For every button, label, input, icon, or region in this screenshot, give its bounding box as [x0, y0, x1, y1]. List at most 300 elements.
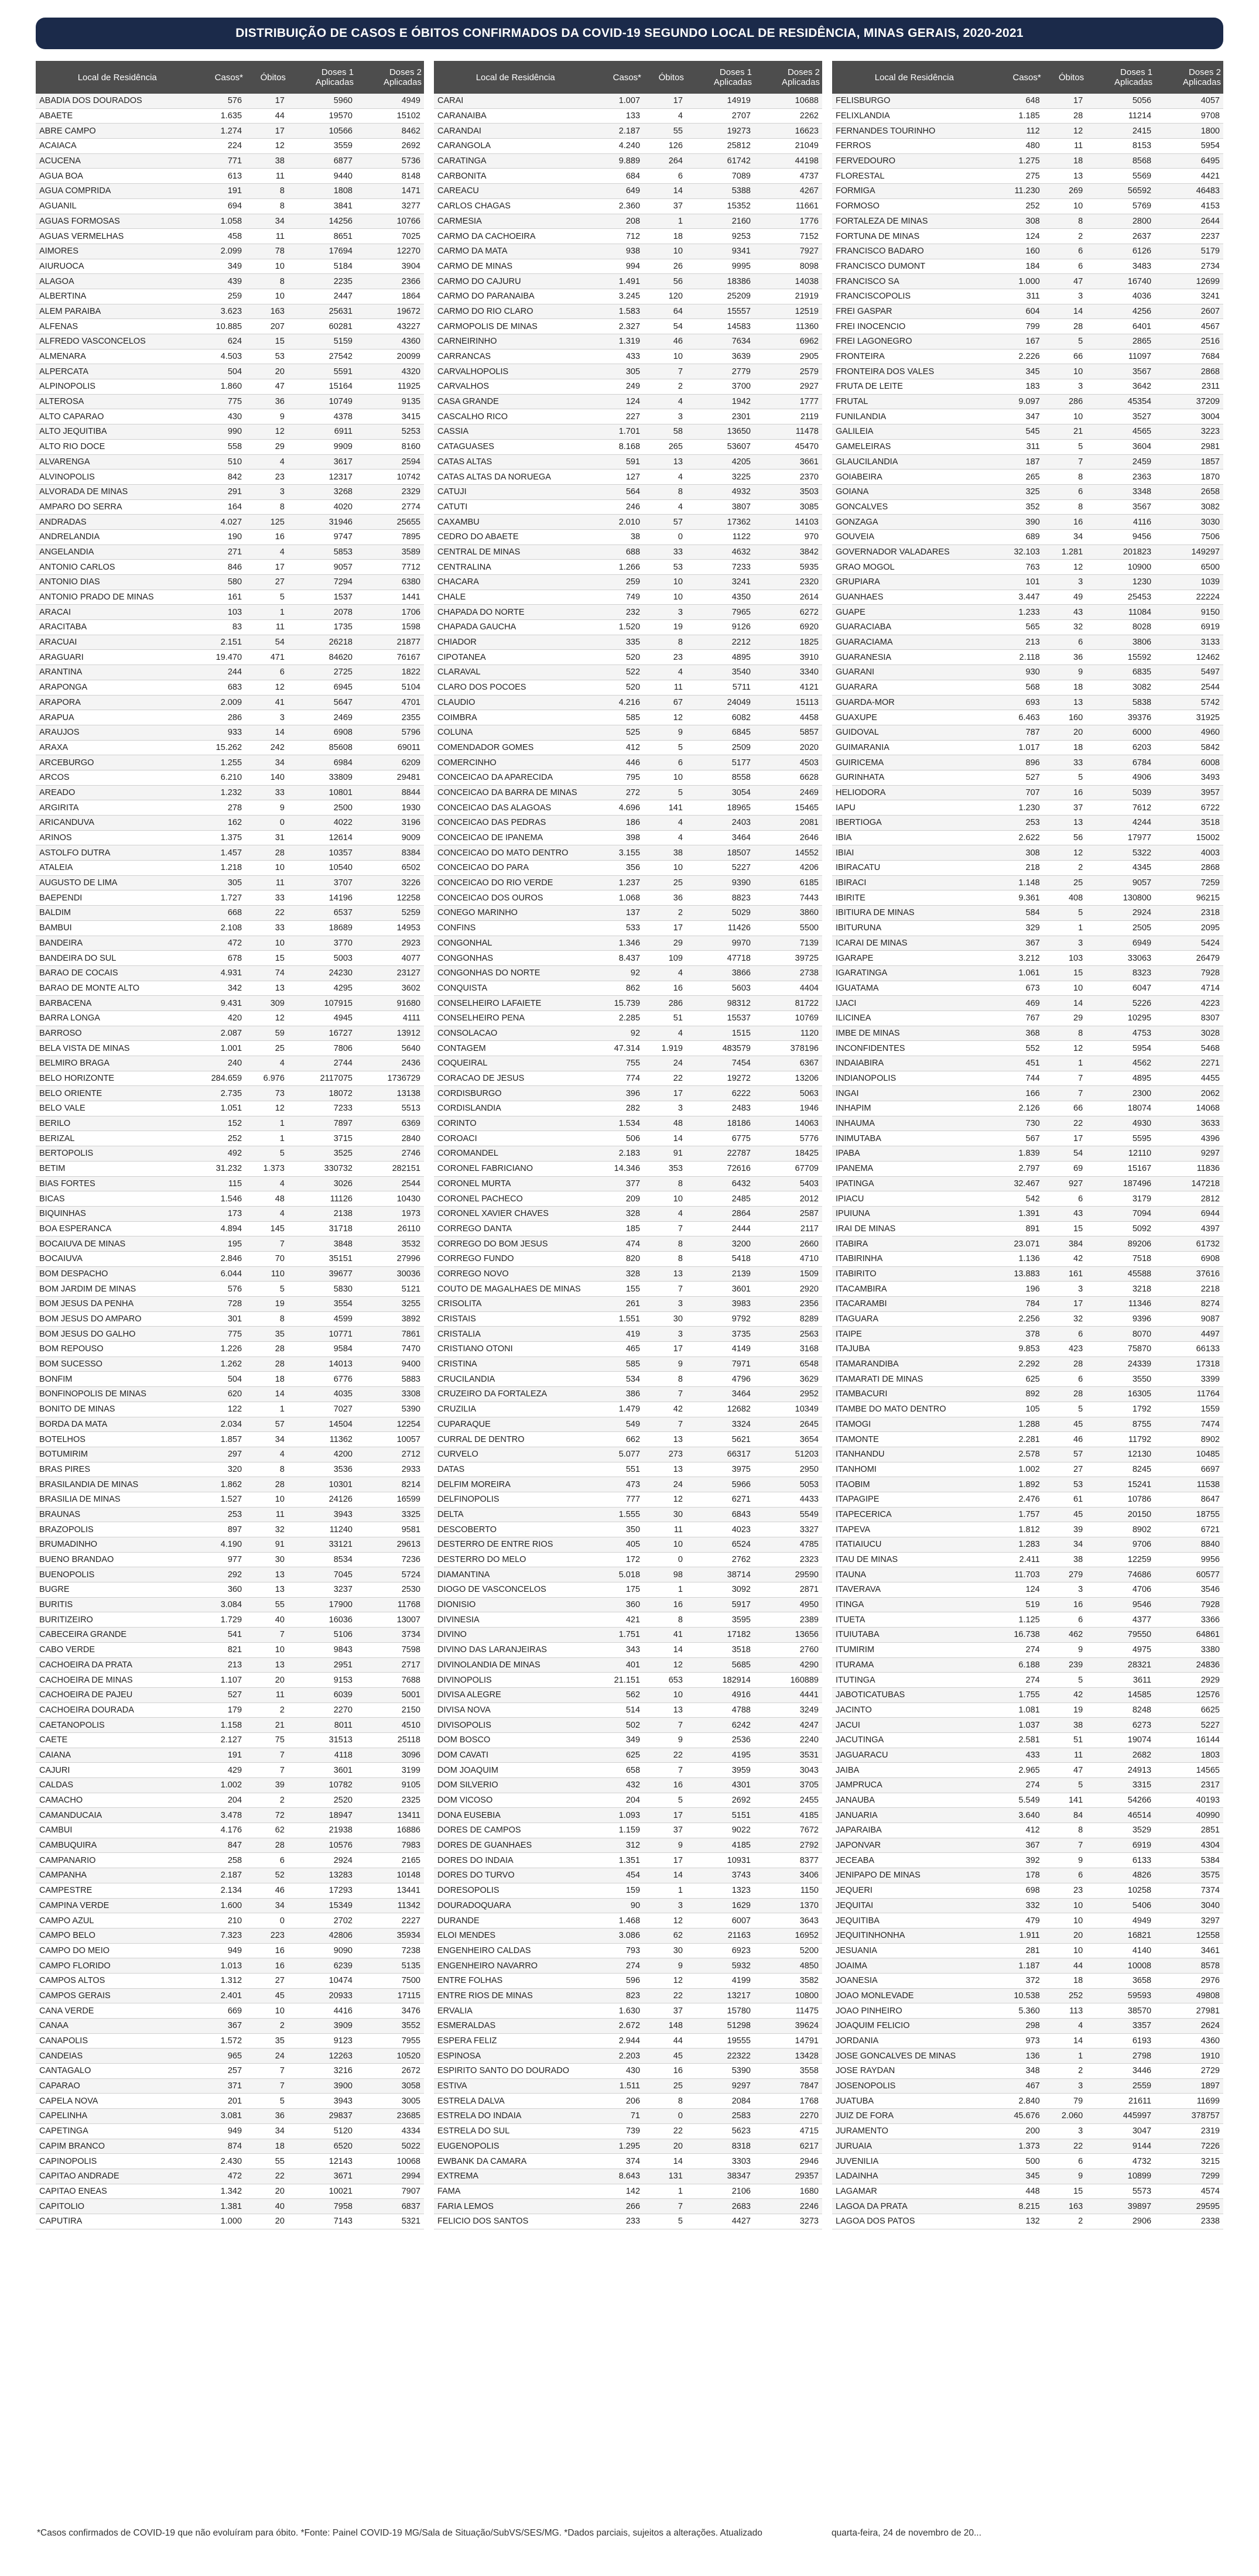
cell-second-doses: 2905	[754, 349, 822, 364]
table-row	[434, 830, 822, 845]
cell-second-doses: 5640	[356, 1041, 424, 1056]
cell-deaths: 6	[1044, 1191, 1086, 1207]
cell-cases: 133	[597, 108, 644, 124]
cell-first-doses: 3715	[288, 1131, 356, 1146]
cell-cases: 2.187	[597, 124, 644, 139]
cell-cases: 678	[199, 951, 245, 966]
cell-cases: 227	[597, 409, 644, 424]
cell-second-doses: 147218	[1155, 1176, 1223, 1191]
cell-municipality: CARNEIRINHO	[434, 334, 597, 350]
cell-municipality: ANTONIO CARLOS	[36, 560, 199, 575]
cell-cases: 1.479	[597, 1402, 644, 1417]
cell-first-doses: 3601	[288, 1763, 356, 1778]
cell-deaths: 9	[644, 1356, 686, 1372]
cell-second-doses: 3518	[1155, 816, 1223, 831]
cell-first-doses: 31718	[288, 1221, 356, 1236]
cell-cases: 8.437	[597, 951, 644, 966]
cell-second-doses: 14552	[754, 845, 822, 861]
cell-first-doses: 18965	[686, 800, 754, 816]
cell-first-doses: 10008	[1086, 1958, 1155, 1974]
table-row	[434, 770, 822, 785]
cell-deaths: 12	[644, 1973, 686, 1988]
cell-cases: 1.839	[997, 1146, 1044, 1162]
cell-first-doses: 3900	[288, 2078, 356, 2094]
table-row	[832, 304, 1223, 319]
cell-second-doses: 12254	[356, 1417, 424, 1432]
cell-municipality: IJACI	[832, 996, 997, 1011]
column-header-cases: Casos*	[997, 61, 1044, 94]
cell-first-doses: 4149	[686, 1342, 754, 1357]
cell-second-doses: 31925	[1155, 710, 1223, 725]
cell-cases: 5.360	[997, 2003, 1044, 2019]
cell-cases: 4.503	[199, 349, 245, 364]
cell-deaths: 12	[1044, 845, 1086, 861]
cell-deaths: 6	[644, 755, 686, 770]
cell-deaths: 353	[644, 1161, 686, 1176]
cell-deaths: 3	[644, 1297, 686, 1312]
cell-deaths: 7	[245, 2064, 288, 2079]
cell-second-doses: 13656	[754, 1628, 822, 1643]
table-row	[36, 1161, 424, 1176]
cell-deaths: 46	[245, 1883, 288, 1898]
table-row	[434, 605, 822, 620]
cell-deaths: 25	[644, 2078, 686, 2094]
cell-deaths: 13	[644, 454, 686, 470]
cell-second-doses: 2587	[754, 1206, 822, 1221]
cell-first-doses: 3700	[686, 379, 754, 395]
cell-first-doses: 2864	[686, 1206, 754, 1221]
cell-second-doses: 11925	[356, 379, 424, 395]
cell-first-doses: 3324	[686, 1417, 754, 1432]
cell-cases: 8.215	[997, 2199, 1044, 2214]
cell-second-doses: 29595	[1155, 2199, 1223, 2214]
cell-cases: 552	[997, 1041, 1044, 1056]
table-row	[832, 1101, 1223, 1116]
cell-deaths: 309	[245, 996, 288, 1011]
cell-cases: 1.583	[597, 304, 644, 319]
cell-first-doses: 18507	[686, 845, 754, 861]
cell-cases: 275	[997, 169, 1044, 184]
cell-municipality: CARMO DA CACHOEIRA	[434, 229, 597, 244]
cell-second-doses: 8384	[356, 845, 424, 861]
cell-first-doses: 17900	[288, 1597, 356, 1612]
cell-municipality: BONFIM	[36, 1372, 199, 1387]
cell-municipality: BUENOPOLIS	[36, 1567, 199, 1582]
cell-second-doses: 5497	[1155, 665, 1223, 680]
cell-municipality: CRUZEIRO DA FORTALEZA	[434, 1387, 597, 1402]
cell-municipality: CIPOTANEA	[434, 650, 597, 665]
cell-cases: 166	[997, 1086, 1044, 1101]
cell-second-doses: 5468	[1155, 1041, 1223, 1056]
cell-second-doses: 2923	[356, 936, 424, 951]
cell-first-doses: 4706	[1086, 1582, 1155, 1598]
table-row	[36, 2154, 424, 2169]
cell-cases: 551	[597, 1462, 644, 1477]
cell-second-doses: 4247	[754, 1718, 822, 1733]
cell-first-doses: 8028	[1086, 620, 1155, 635]
table-row	[36, 214, 424, 229]
cell-deaths: 35	[245, 2033, 288, 2049]
cell-cases: 1.158	[199, 1718, 245, 1733]
cell-second-doses: 4320	[356, 364, 424, 379]
cell-deaths: 265	[644, 439, 686, 454]
cell-deaths: 17	[644, 1853, 686, 1868]
cell-municipality: CAXAMBU	[434, 515, 597, 530]
cell-second-doses: 3654	[754, 1432, 822, 1447]
cell-first-doses: 1735	[288, 620, 356, 635]
cell-first-doses: 2536	[686, 1732, 754, 1748]
cell-municipality: ITUETA	[832, 1612, 997, 1628]
table-row	[434, 740, 822, 755]
cell-municipality: ESTRELA DO INDAIA	[434, 2109, 597, 2124]
table-row	[434, 169, 822, 184]
cell-municipality: IGARATINGA	[832, 965, 997, 981]
cell-municipality: CASSIA	[434, 424, 597, 440]
table-row	[434, 1853, 822, 1868]
cell-first-doses: 5226	[1086, 996, 1155, 1011]
cell-second-doses: 2712	[356, 1447, 424, 1462]
cell-deaths: 26	[644, 259, 686, 274]
table-row	[36, 169, 424, 184]
cell-second-doses: 25655	[356, 515, 424, 530]
cell-first-doses: 7233	[288, 1101, 356, 1116]
cell-municipality: FAMA	[434, 2184, 597, 2199]
table-row	[434, 2123, 822, 2139]
cell-first-doses: 14585	[1086, 1687, 1155, 1703]
cell-deaths: 14	[1044, 2033, 1086, 2049]
cell-deaths: 653	[644, 1673, 686, 1688]
cell-deaths: 6	[1044, 2154, 1086, 2169]
cell-cases: 224	[199, 139, 245, 154]
cell-cases: 658	[597, 1763, 644, 1778]
cell-deaths: 25	[1044, 875, 1086, 890]
cell-municipality: ESTRELA DALVA	[434, 2094, 597, 2109]
cell-first-doses: 3943	[288, 2094, 356, 2109]
cell-second-doses: 4701	[356, 695, 424, 710]
cell-municipality: CAMANDUCAIA	[36, 1808, 199, 1823]
cell-cases: 297	[199, 1447, 245, 1462]
cell-second-doses: 35934	[356, 1928, 424, 1943]
cell-deaths: 120	[644, 289, 686, 304]
cell-second-doses: 2658	[1155, 484, 1223, 499]
table-row	[434, 981, 822, 996]
cell-deaths: 22	[245, 2169, 288, 2184]
cell-second-doses: 12699	[1155, 274, 1223, 289]
cell-first-doses: 4599	[288, 1311, 356, 1327]
cell-municipality: CONCEICAO DAS ALAGOAS	[434, 800, 597, 816]
cell-municipality: CACHOEIRA DE MINAS	[36, 1673, 199, 1688]
cell-deaths: 10	[1044, 409, 1086, 424]
table-row	[832, 1402, 1223, 1417]
cell-second-doses: 69011	[356, 740, 424, 755]
cell-municipality: AUGUSTO DE LIMA	[36, 875, 199, 890]
cell-first-doses: 11362	[288, 1432, 356, 1447]
cell-first-doses: 2924	[1086, 906, 1155, 921]
cell-first-doses: 75870	[1086, 1342, 1155, 1357]
cell-deaths: 0	[245, 1913, 288, 1928]
cell-deaths: 4	[245, 1206, 288, 1221]
column-header-municipality: Local de Residência	[36, 61, 199, 94]
cell-municipality: INCONFIDENTES	[832, 1041, 997, 1056]
table-row	[434, 1026, 822, 1041]
cell-municipality: ITANHANDU	[832, 1447, 997, 1462]
table-row	[36, 1628, 424, 1643]
table-row	[434, 1297, 822, 1312]
cell-second-doses: 2717	[356, 1657, 424, 1673]
cell-first-doses: 3525	[288, 1146, 356, 1162]
cell-deaths: 29	[245, 439, 288, 454]
cell-second-doses: 5724	[356, 1567, 424, 1582]
table-row	[434, 1838, 822, 1853]
cell-cases: 2.965	[997, 1763, 1044, 1778]
cell-second-doses: 17115	[356, 1988, 424, 2003]
cell-cases: 2.183	[597, 1146, 644, 1162]
cell-second-doses: 2356	[754, 1297, 822, 1312]
table-row	[36, 1297, 424, 1312]
cell-municipality: FRONTEIRA DOS VALES	[832, 364, 997, 379]
table-row	[36, 184, 424, 199]
cell-cases: 1.255	[199, 755, 245, 770]
cell-second-doses: 5384	[1155, 1853, 1223, 1868]
cell-first-doses: 3601	[686, 1282, 754, 1297]
update-date: quarta-feira, 24 de novembro de 20...	[832, 2528, 981, 2538]
cell-first-doses: 60281	[288, 319, 356, 334]
cell-second-doses: 3030	[1155, 515, 1223, 530]
cell-first-doses: 5106	[288, 1628, 356, 1643]
cell-municipality: GOIABEIRA	[832, 470, 997, 485]
cell-second-doses: 2868	[1155, 861, 1223, 876]
cell-second-doses: 6185	[754, 875, 822, 890]
table-row	[434, 289, 822, 304]
cell-deaths: 6	[1044, 484, 1086, 499]
cell-deaths: 13	[245, 1567, 288, 1582]
cell-first-doses: 14583	[686, 319, 754, 334]
cell-deaths: 12	[644, 710, 686, 725]
cell-cases: 244	[199, 665, 245, 680]
cell-municipality: DOM SILVERIO	[434, 1778, 597, 1793]
table-row	[434, 319, 822, 334]
cell-cases: 213	[199, 1657, 245, 1673]
cell-deaths: 0	[644, 1552, 686, 1567]
cell-municipality: IBIRACATU	[832, 861, 997, 876]
table-row	[36, 1552, 424, 1567]
cell-cases: 1.511	[597, 2078, 644, 2094]
table-row	[434, 1808, 822, 1823]
cell-cases: 371	[199, 2078, 245, 2094]
cell-cases: 8.643	[597, 2169, 644, 2184]
cell-deaths: 8	[1044, 1823, 1086, 1838]
cell-municipality: INHAPIM	[832, 1101, 997, 1116]
cell-cases: 258	[199, 1853, 245, 1868]
cell-deaths: 10	[245, 861, 288, 876]
table-row	[36, 454, 424, 470]
cell-first-doses: 5039	[1086, 785, 1155, 800]
cell-municipality: DONA EUSEBIA	[434, 1808, 597, 1823]
cell-second-doses: 3503	[754, 484, 822, 499]
cell-first-doses: 3348	[1086, 484, 1155, 499]
table-row	[36, 981, 424, 996]
table-row	[36, 2199, 424, 2214]
table-row	[434, 1342, 822, 1357]
cell-municipality: CAMACHO	[36, 1793, 199, 1808]
cell-second-doses: 378757	[1155, 2109, 1223, 2124]
cell-cases: 132	[997, 2214, 1044, 2229]
cell-cases: 469	[997, 996, 1044, 1011]
cell-municipality: CAJURI	[36, 1763, 199, 1778]
cell-cases: 2.735	[199, 1086, 245, 1101]
cell-first-doses: 6273	[1086, 1718, 1155, 1733]
cell-first-doses: 5056	[1086, 94, 1155, 108]
cell-municipality: ARINOS	[36, 830, 199, 845]
cell-deaths: 8	[644, 1236, 686, 1252]
table-row	[36, 890, 424, 906]
cell-deaths: 3	[644, 1898, 686, 1913]
cell-municipality: GOUVEIA	[832, 529, 997, 544]
cell-deaths: 462	[1044, 1628, 1086, 1643]
cell-deaths: 14	[644, 1131, 686, 1146]
cell-municipality: BURITIZEIRO	[36, 1612, 199, 1628]
cell-first-doses: 4932	[686, 484, 754, 499]
cell-second-doses: 6367	[754, 1056, 822, 1071]
cell-first-doses: 2403	[686, 816, 754, 831]
table-row	[36, 409, 424, 424]
cell-first-doses: 10540	[288, 861, 356, 876]
table-row	[832, 1567, 1223, 1582]
cell-second-doses: 3602	[356, 981, 424, 996]
table-row	[832, 1898, 1223, 1913]
table-row	[36, 2049, 424, 2064]
cell-municipality: CARAI	[434, 94, 597, 108]
cell-first-doses: 4035	[288, 1387, 356, 1402]
cell-municipality: DESTERRO DO MELO	[434, 1552, 597, 1567]
cell-deaths: 3	[245, 710, 288, 725]
cell-municipality: CARATINGA	[434, 153, 597, 169]
cell-municipality: JURUAIA	[832, 2139, 997, 2154]
table-row	[832, 1537, 1223, 1553]
cell-cases: 473	[597, 1477, 644, 1492]
cell-municipality: IPUIUNA	[832, 1206, 997, 1221]
cell-second-doses: 8289	[754, 1311, 822, 1327]
cell-deaths: 9	[245, 800, 288, 816]
cell-cases: 412	[597, 740, 644, 755]
cell-municipality: ITAMBACURI	[832, 1387, 997, 1402]
cell-second-doses: 3575	[1155, 1868, 1223, 1883]
cell-municipality: CATUJI	[434, 484, 597, 499]
cell-cases: 190	[199, 529, 245, 544]
cell-first-doses: 3943	[288, 1507, 356, 1522]
cell-cases: 83	[199, 620, 245, 635]
cell-deaths: 7	[245, 1236, 288, 1252]
table-row	[832, 2184, 1223, 2199]
cell-deaths: 131	[644, 2169, 686, 2184]
cell-municipality: ITABIRA	[832, 1236, 997, 1252]
cell-municipality: ENTRE FOLHAS	[434, 1973, 597, 1988]
cell-cases: 2.581	[997, 1732, 1044, 1748]
cell-deaths: 33	[245, 920, 288, 936]
cell-first-doses: 4916	[686, 1687, 754, 1703]
table-row	[832, 1266, 1223, 1282]
cell-municipality: CHACARA	[434, 575, 597, 590]
cell-municipality: DIVISA NOVA	[434, 1703, 597, 1718]
cell-cases: 92	[597, 1026, 644, 1041]
cell-deaths: 10	[644, 1191, 686, 1207]
cell-second-doses: 2933	[356, 1462, 424, 1477]
cell-second-doses: 3199	[356, 1763, 424, 1778]
cell-municipality: CORREGO DANTA	[434, 1221, 597, 1236]
cell-cases: 1.892	[997, 1477, 1044, 1492]
cell-second-doses: 3085	[754, 499, 822, 515]
table-row	[434, 1582, 822, 1598]
cell-cases: 2.944	[597, 2033, 644, 2049]
cell-second-doses: 1800	[1155, 124, 1223, 139]
cell-second-doses: 1870	[1155, 470, 1223, 485]
table-row	[832, 1552, 1223, 1567]
cell-first-doses: 9297	[686, 2078, 754, 2094]
cell-deaths: 28	[245, 845, 288, 861]
cell-municipality: ALVARENGA	[36, 454, 199, 470]
cell-second-doses: 4503	[754, 755, 822, 770]
table-row	[434, 1311, 822, 1327]
cell-municipality: CUPARAQUE	[434, 1417, 597, 1432]
cell-first-doses: 14504	[288, 1417, 356, 1432]
table-row	[434, 1462, 822, 1477]
cell-municipality: BORDA DA MATA	[36, 1417, 199, 1432]
table-row	[36, 349, 424, 364]
cell-deaths: 42	[1044, 1251, 1086, 1266]
cell-first-doses: 25209	[686, 289, 754, 304]
cell-deaths: 3	[1044, 2078, 1086, 2094]
cell-first-doses: 2865	[1086, 334, 1155, 350]
cell-second-doses: 60577	[1155, 1567, 1223, 1582]
cell-first-doses: 9440	[288, 169, 356, 184]
cell-deaths: 11	[245, 169, 288, 184]
cell-first-doses: 5177	[686, 755, 754, 770]
cell-cases: 2.034	[199, 1417, 245, 1432]
cell-cases: 712	[597, 229, 644, 244]
cell-municipality: ITAMARATI DE MINAS	[832, 1372, 997, 1387]
cell-first-doses: 59593	[1086, 1988, 1155, 2003]
cell-second-doses: 2644	[1155, 214, 1223, 229]
cell-first-doses: 9057	[1086, 875, 1155, 890]
cell-second-doses: 6502	[356, 861, 424, 876]
cell-cases: 328	[597, 1266, 644, 1282]
cell-first-doses: 19273	[686, 124, 754, 139]
cell-second-doses: 13007	[356, 1612, 424, 1628]
cell-deaths: 5	[245, 2094, 288, 2109]
cell-second-doses: 3297	[1155, 1913, 1223, 1928]
cell-deaths: 1	[245, 1116, 288, 1131]
cell-second-doses: 7598	[356, 1642, 424, 1657]
cell-cases: 32.103	[997, 544, 1044, 560]
cell-first-doses: 85608	[288, 740, 356, 755]
cell-second-doses: 2012	[754, 1191, 822, 1207]
cell-deaths: 47	[1044, 1763, 1086, 1778]
cell-municipality: FELIXLANDIA	[832, 108, 997, 124]
cell-first-doses: 7027	[288, 1402, 356, 1417]
table-row	[36, 1763, 424, 1778]
cell-first-doses: 1792	[1086, 1402, 1155, 1417]
cell-deaths: 12	[245, 424, 288, 440]
table-row	[832, 1221, 1223, 1236]
cell-cases: 520	[597, 680, 644, 695]
cell-second-doses: 76167	[356, 650, 424, 665]
cell-deaths: 41	[644, 1628, 686, 1643]
cell-first-doses: 3054	[686, 785, 754, 800]
cell-deaths: 53	[1044, 1477, 1086, 1492]
table-row	[832, 1342, 1223, 1357]
table-row	[832, 139, 1223, 154]
cell-cases: 525	[597, 725, 644, 740]
